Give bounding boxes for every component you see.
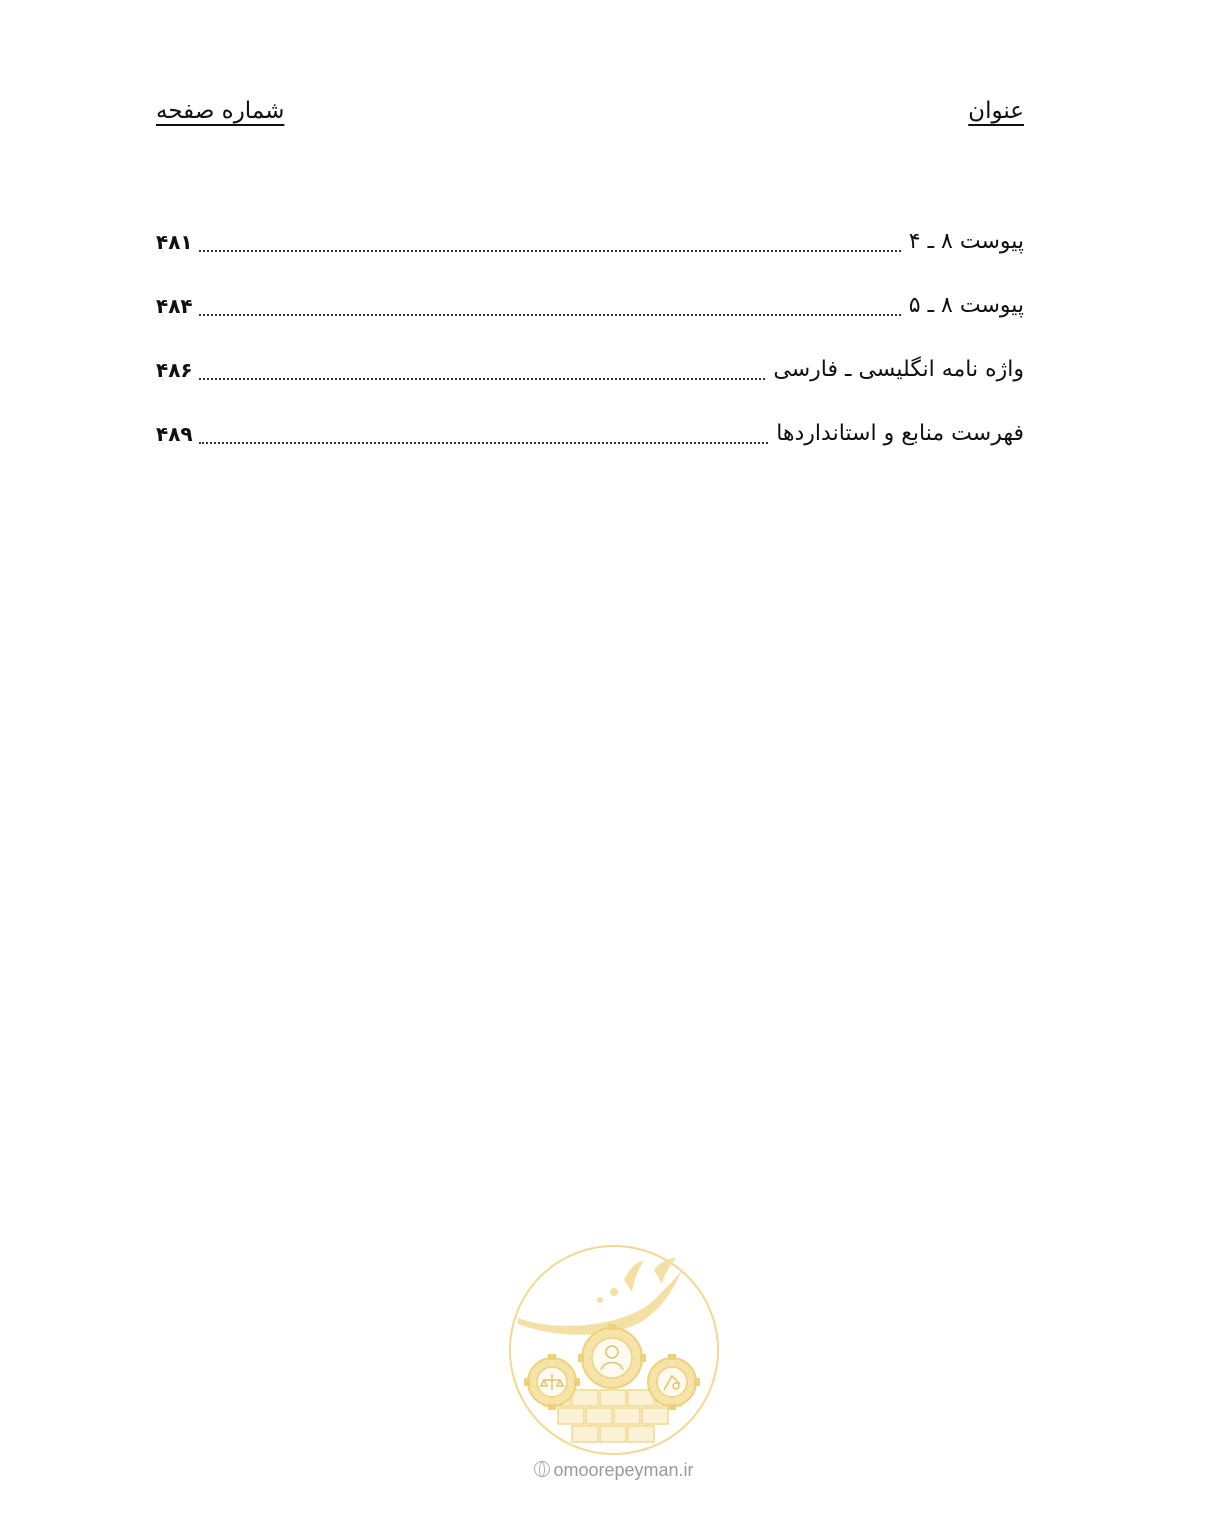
toc-entry-page: ۴۸۶ — [156, 358, 193, 382]
toc-entry-page: ۴۸۴ — [156, 294, 193, 318]
toc-leader-dots — [199, 442, 769, 444]
toc-entry-page: ۴۸۹ — [156, 422, 193, 446]
watermark-logo-icon — [504, 1240, 724, 1460]
toc-entry-label: پیوست ۸ ـ ۵ — [908, 293, 1024, 318]
watermark-url — [464, 1460, 764, 1481]
toc-leader-dots — [199, 378, 766, 380]
toc-entry[interactable] — [156, 350, 1024, 390]
header-page-number-label: شماره صفحه — [156, 98, 285, 124]
toc-entry[interactable] — [156, 286, 1024, 326]
globe-icon — [534, 1461, 550, 1477]
header-title-label: عنوان — [968, 98, 1024, 124]
toc-entry[interactable] — [156, 414, 1024, 454]
toc-header — [156, 98, 1024, 138]
toc-entry-page: ۴۸۱ — [156, 230, 193, 254]
toc-entry-label: فهرست منابع و استانداردها — [776, 421, 1024, 446]
toc-entry[interactable] — [156, 222, 1024, 262]
toc-leader-dots — [199, 314, 901, 316]
watermark-logo — [504, 1240, 724, 1460]
table-of-contents — [156, 222, 1024, 478]
toc-entry-label: پیوست ۸ ـ ۴ — [908, 229, 1024, 254]
watermark-url-text: omoorepeyman.ir — [553, 1460, 694, 1480]
toc-leader-dots — [199, 250, 901, 252]
toc-entry-label: واژه نامه انگلیسی ـ فارسی — [773, 357, 1024, 382]
